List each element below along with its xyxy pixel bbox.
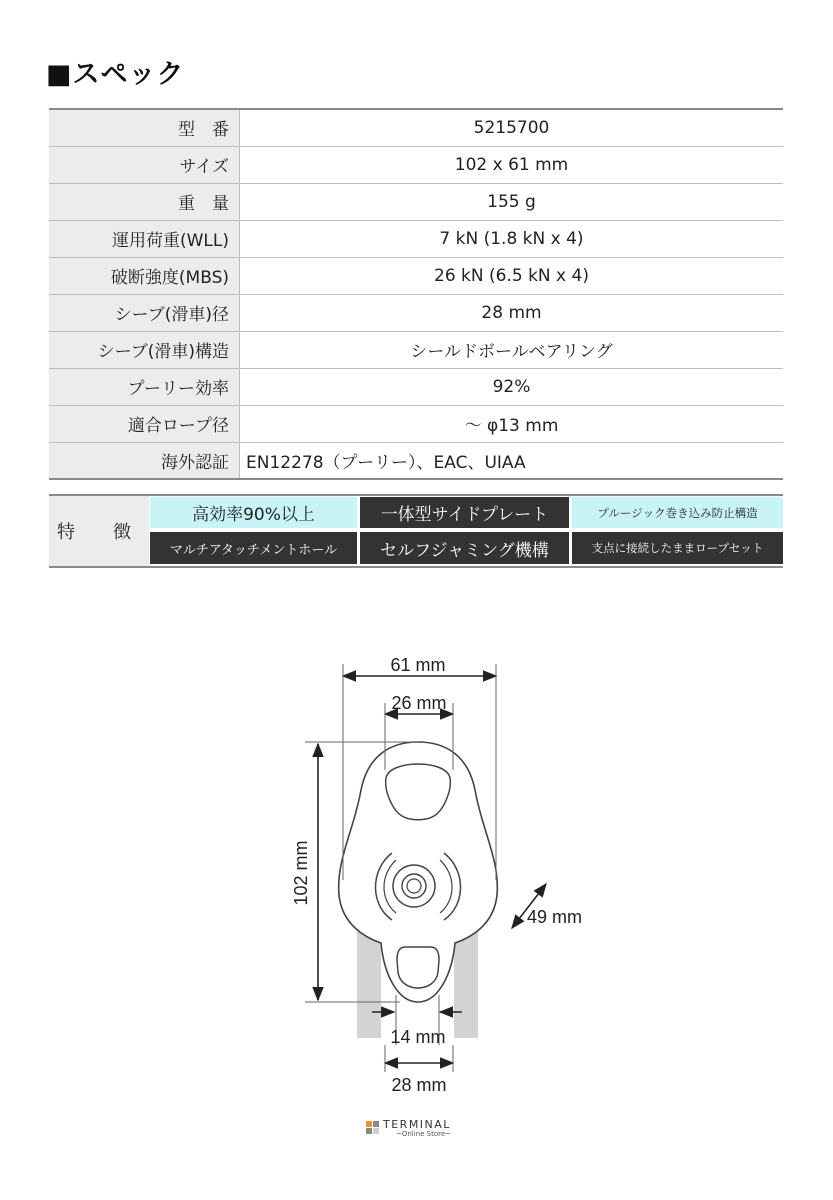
feature-chip: 支点に接続したままロープセット <box>572 532 783 564</box>
logo-name: TERMINAL <box>383 1118 451 1131</box>
spec-label: 運用荷重(WLL) <box>49 220 240 257</box>
feature-chip: マルチアタッチメントホール <box>150 532 357 564</box>
spec-value: EN12278（プーリー）、EAC、UIAA <box>240 442 784 479</box>
spec-value: 5215700 <box>240 109 784 146</box>
feature-chip: 高効率90%以上 <box>150 497 357 528</box>
spec-row <box>49 368 783 405</box>
logo-mark-icon <box>366 1121 380 1135</box>
spec-row <box>49 294 783 331</box>
spec-row <box>49 109 783 146</box>
spec-row <box>49 146 783 183</box>
spec-label: 破断強度(MBS) <box>49 257 240 294</box>
feature-chip: セルフジャミング機構 <box>360 532 569 564</box>
side-plate-left <box>357 930 381 1038</box>
spec-value: 155 g <box>240 183 784 220</box>
spec-value: ～ φ13 mm <box>240 405 784 442</box>
spec-row <box>49 220 783 257</box>
spec-value: 102 x 61 mm <box>240 146 784 183</box>
dim-label-top-hole: 26 mm <box>391 693 447 713</box>
spec-row <box>49 405 783 442</box>
feature-chip: プルージック巻き込み防止構造 <box>572 497 783 528</box>
spec-label: シーブ(滑車)構造 <box>49 331 240 368</box>
features-label: 特 徴 <box>49 496 149 566</box>
spec-label: サイズ <box>49 146 240 183</box>
spec-row <box>49 257 783 294</box>
spec-row <box>49 183 783 220</box>
feature-chip: 一体型サイドプレート <box>360 497 569 528</box>
logo-subtitle: ~Online Store~ <box>396 1130 452 1138</box>
spec-row <box>49 331 783 368</box>
spec-value: 28 mm <box>240 294 784 331</box>
spec-value: 7 kN (1.8 kN x 4) <box>240 220 784 257</box>
spec-label: 型 番 <box>49 109 240 146</box>
dim-label-rope: 14 mm <box>390 1027 446 1047</box>
spec-label: 重 量 <box>49 183 240 220</box>
spec-value: 26 kN (6.5 kN x 4) <box>240 257 784 294</box>
page-title: ■スペック <box>46 59 185 90</box>
spec-label: 適合ロープ径 <box>49 405 240 442</box>
dim-label-width: 61 mm <box>390 655 446 675</box>
pulley-dimension-diagram <box>0 640 833 1110</box>
spec-table <box>49 108 783 480</box>
dim-label-height: 102 mm <box>291 840 311 906</box>
spec-value: シールドボールベアリング <box>240 331 784 368</box>
dim-label-depth: 49 mm <box>527 907 583 927</box>
dim-label-sheave: 28 mm <box>391 1075 447 1095</box>
side-plate-right <box>454 930 478 1038</box>
spec-label: プーリー効率 <box>49 368 240 405</box>
spec-label: シーブ(滑車)径 <box>49 294 240 331</box>
store-logo <box>366 1118 476 1142</box>
spec-row <box>49 442 783 479</box>
spec-label: 海外認証 <box>49 442 240 479</box>
features-panel <box>49 494 783 568</box>
spec-value: 92% <box>240 368 784 405</box>
